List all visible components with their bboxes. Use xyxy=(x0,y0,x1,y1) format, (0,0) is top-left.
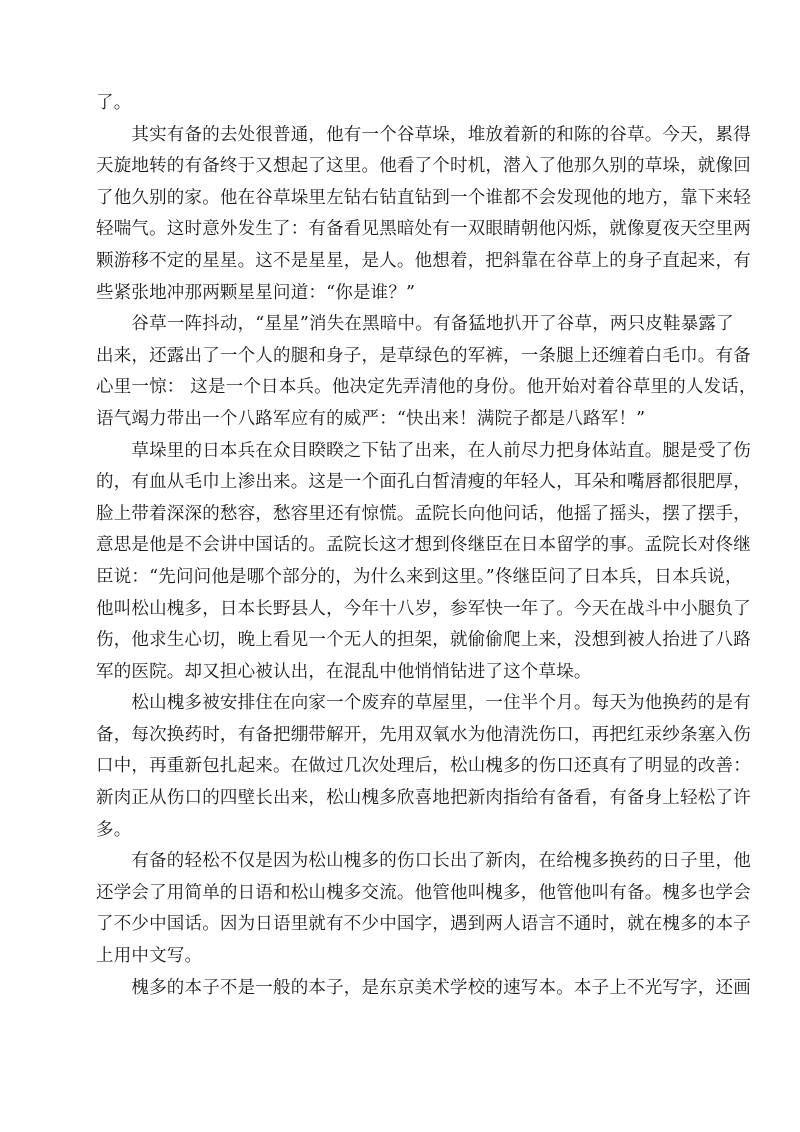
text-line: 军的医院。却又担心被认出，在混乱中他悄悄钻进了这个草垛。 xyxy=(96,661,592,682)
text-line: 的，有血从毛巾上渗出来。这是一个面孔白皙清瘦的年轻人，耳朵和嘴唇都很肥厚， xyxy=(96,472,751,493)
text-line: 了。 xyxy=(96,93,132,113)
text-line: 口中，再重新包扎起来。在做过几次处理后，松山槐多的伤口还真有了明显的改善： xyxy=(96,756,751,777)
text-line: 伤，他求生心切，晚上看见一个无人的担架，就偷偷爬上来，没想到被人抬进了八路 xyxy=(96,630,751,651)
text-line: 槐多的本子不是一般的本子，是东京美术学校的速写本。本子上不光写字，还画 xyxy=(96,977,751,998)
text-line: 臣说：“先问问他是哪个部分的，为什么来到这里。”佟继臣问了日本兵，日本兵说， xyxy=(96,566,743,587)
text-line: 上用中文写。 xyxy=(96,946,203,967)
text-line: 脸上带着深深的愁容，愁容里还有惊慌。孟院长向他问话，他摇了摇头，摆了摆手， xyxy=(96,503,751,524)
text-line: 颗游移不定的星星。这不是星星，是人。他想着，把斜靠在谷草上的身子直起来，有 xyxy=(96,250,751,271)
text-line: 语气竭力带出一个八路军应有的威严：“快出来！满院子都是八路军！” xyxy=(96,408,646,429)
text-line: 意思是他是不会讲中国话的。孟院长这才想到佟继臣在日本留学的事。孟院长对佟继 xyxy=(96,535,751,556)
text-line: 多。 xyxy=(96,819,132,840)
text-line: 备，每次换药时，有备把绷带解开，先用双氧水为他清洗伤口，再把红汞纱条塞入伤 xyxy=(96,724,751,745)
text-line: 有备的轻松不仅是因为松山槐多的伤口长出了新肉，在给槐多换药的日子里，他 xyxy=(96,851,751,872)
text-line: 草垛里的日本兵在众目睽睽之下钻了出来，在人前尽力把身体站直。腿是受了伤 xyxy=(96,440,751,461)
text-line: 心里一惊： 这是一个日本兵。他决定先弄清他的身份。他开始对着谷草里的人发话， xyxy=(96,377,757,398)
text-line: 松山槐多被安排住在向家一个废弃的草屋里，一住半个月。每天为他换药的是有 xyxy=(96,693,751,714)
text-line: 新肉正从伤口的四壁长出来，松山槐多欣喜地把新肉指给有备看，有备身上轻松了许 xyxy=(96,788,751,809)
text-line: 天旋地转的有备终于又想起了这里。他看了个时机，潜入了他那久别的草垛，就像回 xyxy=(96,156,751,177)
text-line: 了他久别的家。他在谷草垛里左钻右钻直钻到一个谁都不会发现他的地方，靠下来轻 xyxy=(96,187,751,208)
text-line: 了不少中国话。因为日语里就有不少中国字，遇到两人语言不通时，就在槐多的本子 xyxy=(96,914,751,935)
text-line: 谷草一阵抖动，“星星”消失在黑暗中。有备猛地扒开了谷草，两只皮鞋暴露了 xyxy=(96,314,734,335)
text-line: 轻喘气。这时意外发生了：有备看见黑暗处有一双眼睛朝他闪烁，就像夏夜天空里两 xyxy=(96,219,751,240)
text-line: 他叫松山槐多，日本长野县人，今年十八岁，参军快一年了。今天在战斗中小腿负了 xyxy=(96,598,751,619)
article-body xyxy=(96,88,757,1004)
text-line: 出来，还露出了一个人的腿和身子，是草绿色的军裤，一条腿上还缠着白毛巾。有备 xyxy=(96,345,751,366)
text-line: 其实有备的去处很普通，他有一个谷草垛，堆放着新的和陈的谷草。今天，累得 xyxy=(96,124,751,145)
text-line: 还学会了用简单的日语和松山槐多交流。他管他叫槐多，他管他叫有备。槐多也学会 xyxy=(96,882,751,903)
text-line: 些紧张地冲那两颗星星问道：“你是谁？” xyxy=(96,282,416,303)
